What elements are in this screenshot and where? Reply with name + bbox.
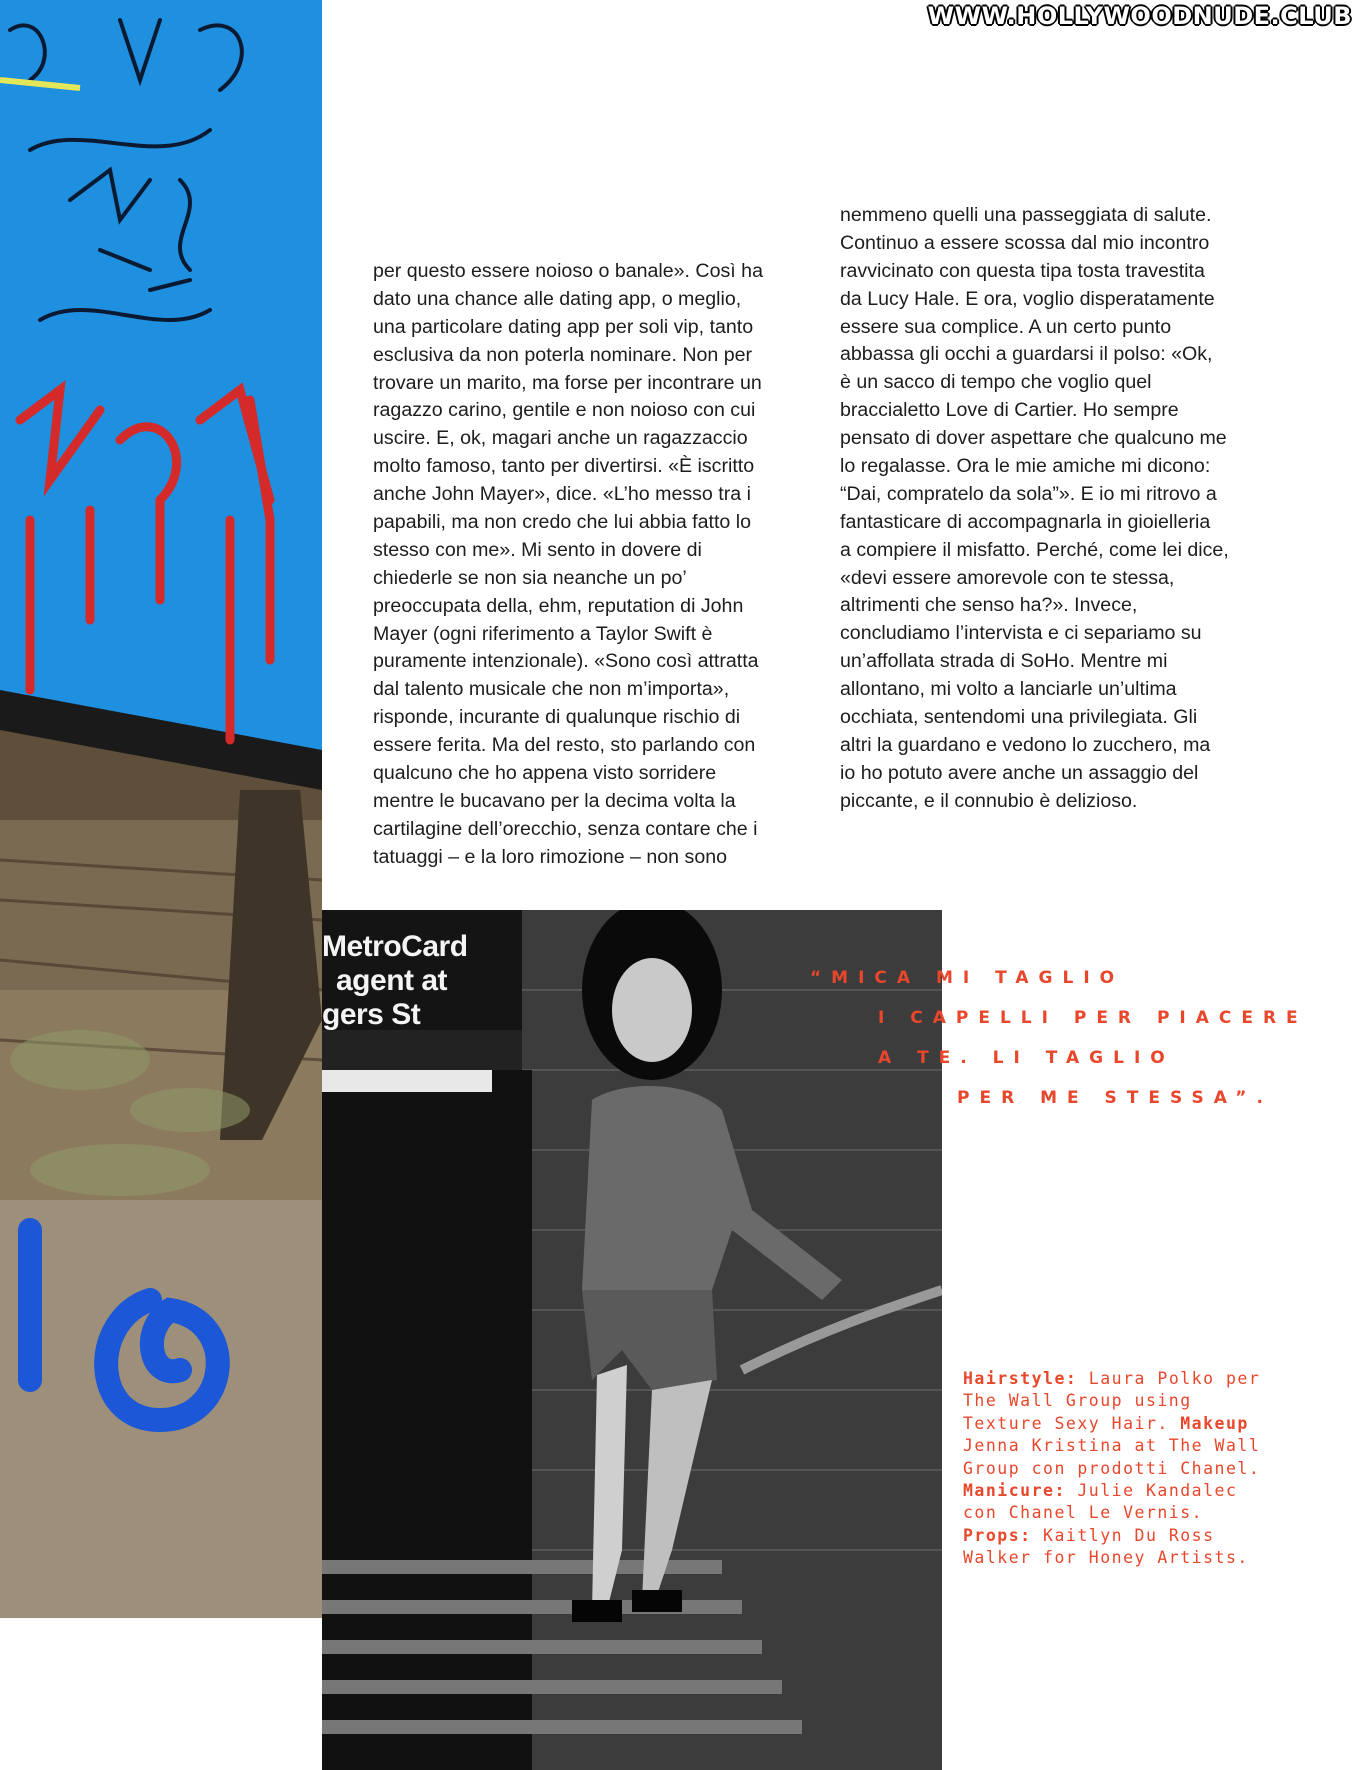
- pull-quote-line: “MICA MI TAGLIO: [810, 968, 1125, 988]
- text-line: essere ferita. Ma del resto, sto parlando con: [373, 734, 756, 757]
- text-line: pensato di dover aspettare che qualcuno me: [840, 427, 1227, 450]
- text-line: io ho potuto avere anche un assaggio del: [840, 761, 1199, 784]
- text-line: cartilagine dell’orecchio, senza contare che i: [373, 817, 758, 840]
- graffiti-photo-art: [0, 0, 322, 1618]
- text-line: «devi essere amorevole con te stessa,: [840, 566, 1175, 589]
- hairstyle-text: Texture Sexy Hair.: [963, 1413, 1169, 1433]
- makeup-label: Makeup: [1180, 1413, 1249, 1433]
- credits-line: [963, 1368, 1263, 1390]
- metrocard-sign: [322, 930, 542, 1032]
- hairstyle-label: Hairstyle:: [963, 1369, 1078, 1388]
- text-line: risponde, incurante di qualunque rischio di: [373, 706, 741, 729]
- text-line: chiederle se non sia neanche un po’: [373, 566, 687, 589]
- text-line: mentre le bucavano per la decima volta la: [373, 789, 736, 812]
- credits-line: Jenna Kristina at The Wall: [963, 1436, 1261, 1456]
- text-line: dato una chance alle dating app, o meglio,: [373, 287, 742, 310]
- credits-line: The Wall Group using: [963, 1391, 1192, 1411]
- text-line: per questo essere noioso o banale». Così ha: [373, 260, 763, 282]
- photo-credits: [963, 1368, 1263, 1570]
- text-line: esclusiva da non poterla nominare. Non per: [373, 343, 753, 366]
- pull-quote-line: PER ME STESSA”.: [957, 1088, 1273, 1108]
- text-line: fantasticare di accompagnarla in gioielleria: [840, 510, 1211, 533]
- pull-quote: [810, 958, 1308, 1118]
- text-line: altri la guardano e vedono lo zucchero, ma: [840, 733, 1211, 756]
- text-line: puramente intenzionale). «Sono così attratta: [373, 650, 759, 673]
- text-line: essere sua complice. A un certo punto: [840, 315, 1172, 338]
- text-line: dal talento musicale che non m’importa»,: [373, 678, 730, 701]
- credits-line: Group con prodotti Chanel.: [963, 1458, 1261, 1478]
- text-line: abbassa gli occhi a guardarsi il polso: «Ok,: [840, 343, 1213, 366]
- text-line: una particolare dating app per soli vip, tanto: [373, 315, 754, 338]
- sign-line-1: MetroCard: [322, 930, 468, 963]
- text-line: lo regalasse. Ora le mie amiche mi dicono:: [840, 455, 1211, 478]
- manicure-label: Manicure:: [963, 1480, 1066, 1500]
- text-line: preoccupata della, ehm, reputation di John: [373, 594, 744, 617]
- credits-line: con Chanel Le Vernis.: [963, 1503, 1204, 1523]
- text-line: ravvicinato con questa tipa tosta travestita: [840, 259, 1205, 282]
- graffiti-photo: [0, 0, 322, 1618]
- credits-line: [963, 1525, 1263, 1547]
- text-line: anche John Mayer», dice. «L’ho messo tra i: [373, 483, 751, 506]
- text-line: Mayer (ogni riferimento a Taylor Swift è: [373, 622, 713, 645]
- text-line: concludiamo l’intervista e ci separiamo su: [840, 622, 1202, 645]
- credits-line: [963, 1480, 1263, 1502]
- text-line: braccialetto Love di Cartier. Ho sempre: [840, 399, 1179, 422]
- manicure-text: Julie Kandalec: [1077, 1480, 1238, 1500]
- text-line: altrimenti che senso ha?». Invece,: [840, 594, 1138, 617]
- text-line: molto famoso, tanto per divertirsi. «È iscritto: [373, 455, 755, 478]
- text-line: tatuaggi – e la loro rimozione – non sono: [373, 845, 728, 868]
- text-line: ragazzo carino, gentile e non noioso con cui: [373, 399, 756, 422]
- article-column-1: [373, 258, 793, 872]
- text-line: “Dai, compratelo da sola”». E io mi ritrovo a: [840, 482, 1217, 505]
- text-line: da Lucy Hale. E ora, voglio disperatamente: [840, 287, 1215, 310]
- text-line: stesso con me». Mi sento in dovere di: [373, 538, 702, 561]
- credits-line: Walker for Honey Artists.: [963, 1548, 1249, 1568]
- text-line: allontano, mi volto a lanciarle un’ultima: [840, 678, 1177, 701]
- credits-line: [963, 1413, 1263, 1435]
- text-line: un’affollata strada di SoHo. Mentre mi: [840, 650, 1168, 673]
- text-line: è un sacco di tempo che voglio quel: [840, 371, 1152, 394]
- text-line: a compiere il misfatto. Perché, come lei dice,: [840, 538, 1229, 561]
- text-line: piccante, e il connubio è delizioso.: [840, 789, 1138, 812]
- article-column-2: [840, 202, 1260, 816]
- text-line: papabili, ma non credo che lui abbia fatto lo: [373, 511, 751, 534]
- text-line: occhiata, sentendomi una privilegiata. Gli: [840, 706, 1198, 729]
- site-watermark: WWW.HOLLYWOODNUDE.CLUB: [927, 2, 1352, 30]
- text-line: nemmeno quelli una passeggiata di salute.: [840, 204, 1212, 226]
- sign-line-2: agent at: [336, 964, 448, 997]
- text-line: trovare un marito, ma forse per incontrare un: [373, 371, 762, 394]
- hairstyle-text: Laura Polko per: [1088, 1369, 1261, 1388]
- text-line: qualcuno che ho appena visto sorridere: [373, 762, 717, 785]
- pull-quote-line: A TE. LI TAGLIO: [878, 1048, 1175, 1068]
- pull-quote-line: I CAPELLI PER PIACERE: [878, 1008, 1308, 1028]
- props-text: Kaitlyn Du Ross: [1043, 1525, 1215, 1545]
- sign-line-3: gers St: [322, 998, 421, 1031]
- text-line: uscire. E, ok, magari anche un ragazzaccio: [373, 427, 748, 450]
- text-line: Continuo a essere scossa dal mio incontro: [840, 231, 1210, 254]
- props-label: Props:: [963, 1525, 1032, 1545]
